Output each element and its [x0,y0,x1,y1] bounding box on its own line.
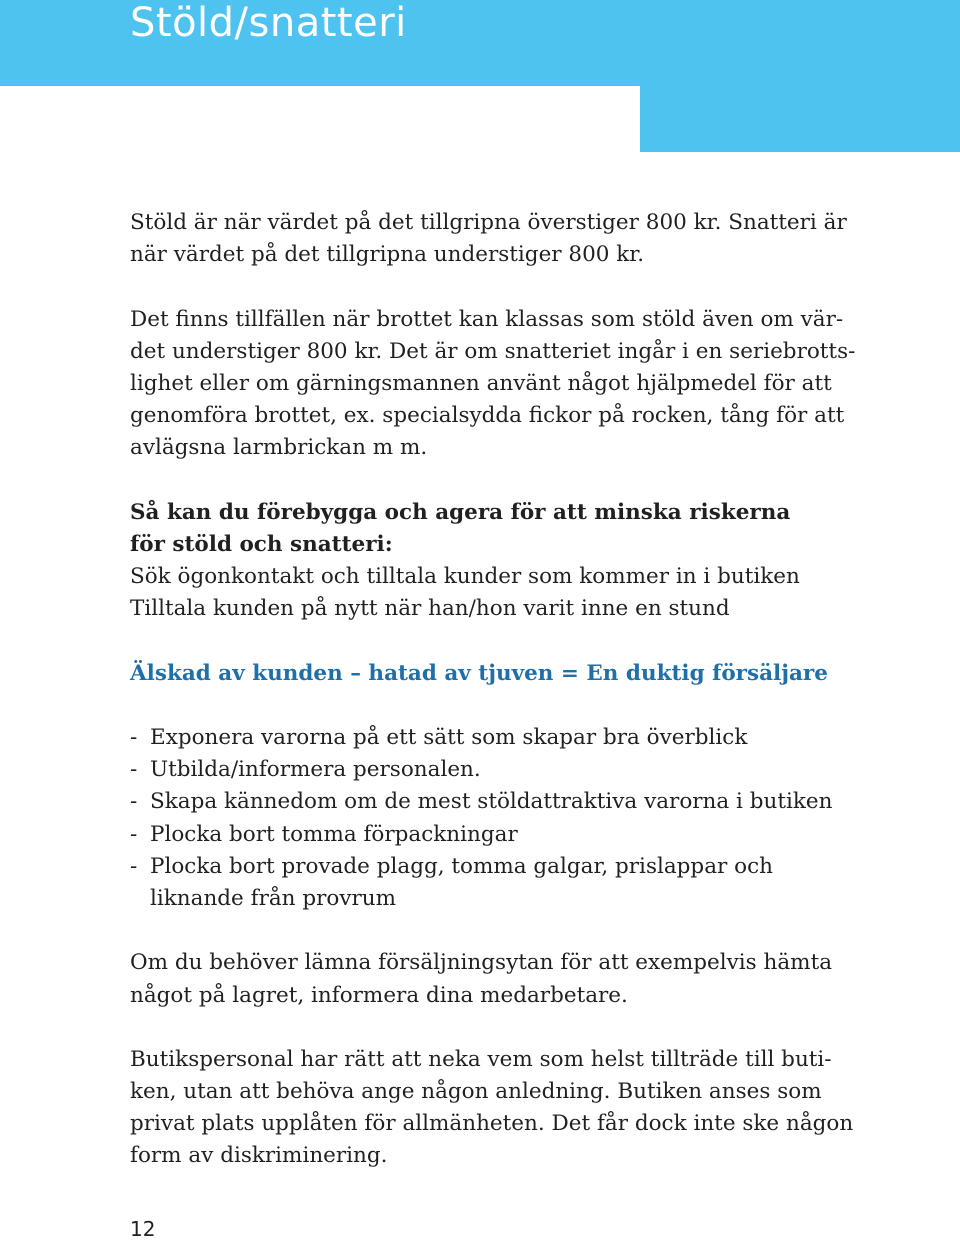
list-dash: - [130,853,138,879]
list-item [130,754,850,786]
text-line: form av diskriminering. [130,1143,388,1169]
list-item [130,851,850,915]
list-dash: - [130,725,138,750]
text-line: lighet eller om gärningsmannen använt något hjälpmedel för att [130,370,832,396]
list-item-text: Plocka bort tomma förpackningar [150,821,518,847]
prevention-section [130,497,850,626]
document-body [130,207,856,1173]
page-number: 12 [130,1217,156,1241]
paragraph-exceptions [130,304,856,465]
section-heading: för stöld och snatteri: [130,531,393,557]
paragraph-definition [130,207,850,271]
text-line: Tilltala kunden på nytt när han/hon varit inne en stund [130,596,730,622]
list-item-text: Utbilda/informera personalen. [150,757,481,783]
list-dash: - [130,757,138,783]
text-line: ken, utan att behöva ange någon anledning. Butiken anses som [130,1079,822,1105]
section-heading: Så kan du förebygga och agera för att minska riskerna [130,499,791,525]
header-banner-tab [640,86,960,152]
highlight-slogan: Älskad av kunden – hatad av tjuven = En duktig försäljare [130,660,828,686]
tips-list [130,722,850,915]
text-line: Stöld är när värdet på det tillgripna överstiger 800 kr. Snatteri är [130,210,847,235]
list-dash: - [130,789,138,815]
page-title: Stöld/snatteri [130,0,407,46]
text-line: Butikspersonal har rätt att neka vem som helst tillträde till buti- [130,1046,832,1072]
list-item [130,786,850,818]
list-item-text: Skapa kännedom om de mest stöldattraktiva varorna i butiken [150,789,833,815]
list-item-text: Plocka bort provade plagg, tomma galgar, prislappar och [150,853,773,879]
list-dash: - [130,821,138,847]
list-item [130,819,850,851]
text-line: Om du behöver lämna försäljningsytan för att exempelvis hämta [130,950,833,976]
text-line: när värdet på det tillgripna understiger 800 kr. [130,242,645,268]
list-item-text: Exponera varorna på ett sätt som skapar bra överblick [150,725,748,750]
text-line: Det finns tillfällen när brottet kan klassas som stöld även om vär- [130,306,844,332]
text-line: Sök ögonkontakt och tilltala kunder som kommer in i butiken [130,564,800,590]
paragraph-access-rights [130,1044,854,1173]
text-line: något på lagret, informera dina medarbetare. [130,982,628,1008]
paragraph-leaving-floor [130,947,850,1011]
text-line: det understiger 800 kr. Det är om snatteriet ingår i en seriebrotts- [130,338,856,364]
text-line: privat plats upplåten för allmänheten. Det får dock inte ske någon [130,1111,854,1137]
list-item-text: liknande från provrum [150,885,396,911]
text-line: genomföra brottet, ex. specialsydda fickor på rocken, tång för att [130,403,845,429]
list-item [130,722,850,754]
text-line: avlägsna larmbrickan m m. [130,435,428,461]
